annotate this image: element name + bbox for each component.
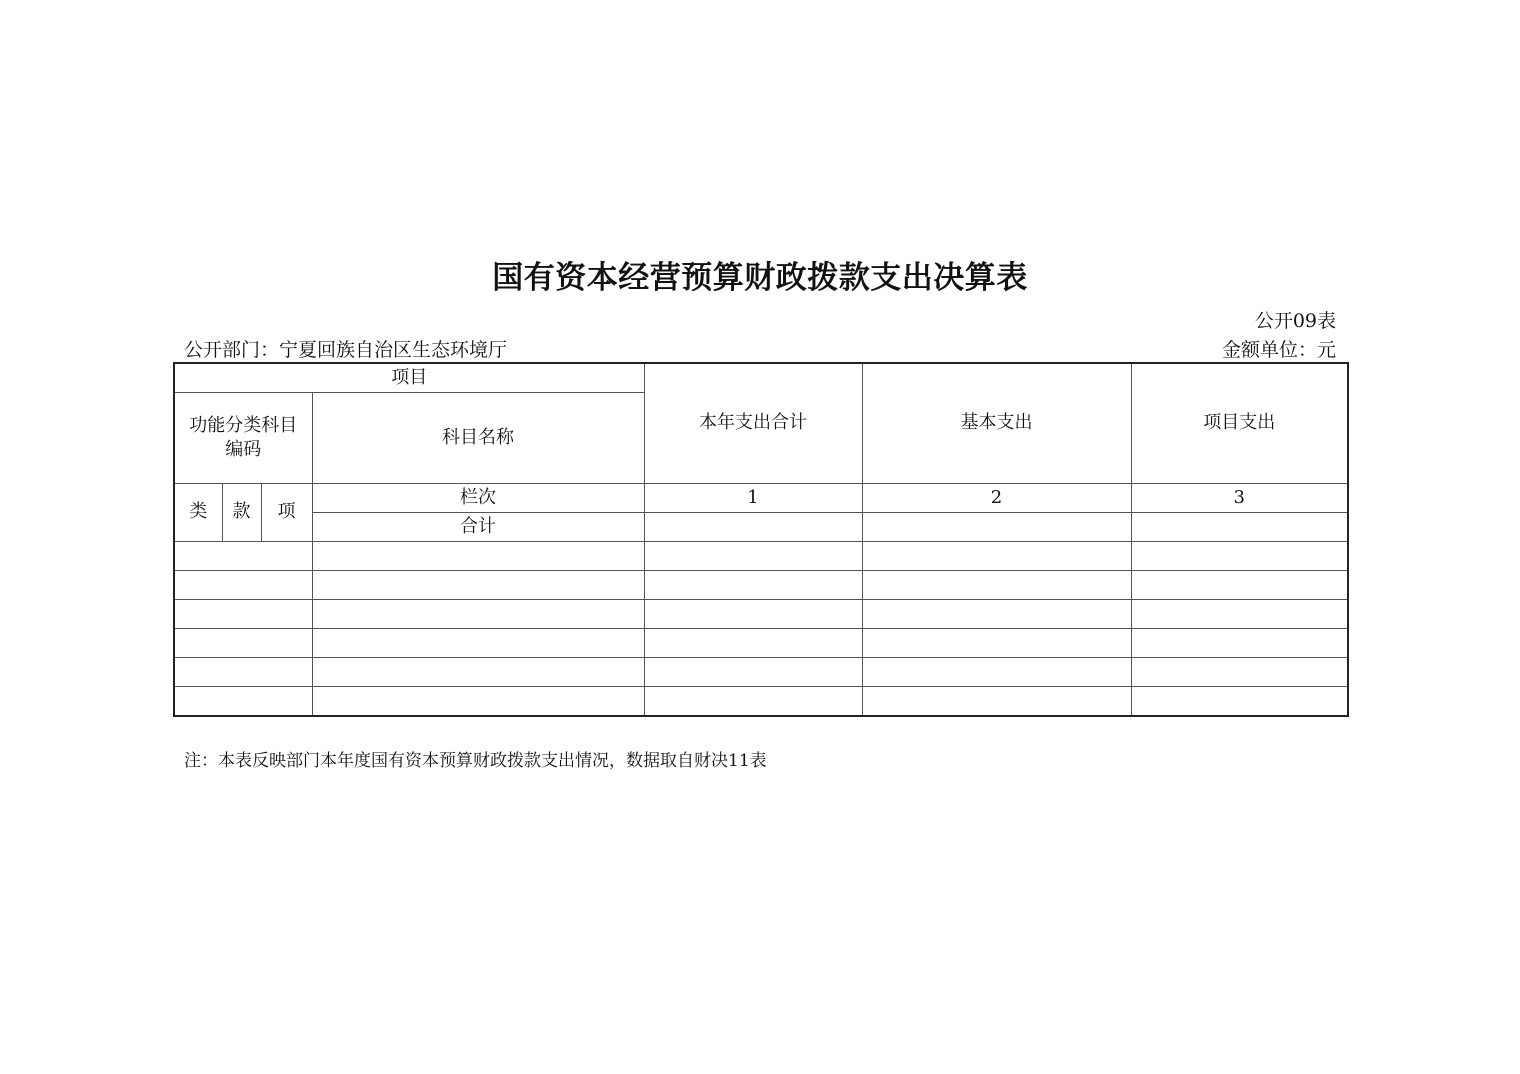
subject-cell xyxy=(312,542,644,571)
total-cell xyxy=(644,600,862,629)
table-row xyxy=(174,629,1348,658)
subject-cell xyxy=(312,658,644,687)
function-code-header-text: 功能分类科目编码 xyxy=(189,414,298,460)
subject-name-header: 科目名称 xyxy=(312,393,644,484)
project-cell xyxy=(1131,542,1348,571)
department-line xyxy=(184,335,507,362)
basic-cell xyxy=(862,687,1131,717)
code-cell xyxy=(174,600,312,629)
basic-cell xyxy=(862,542,1131,571)
project-expense-cell xyxy=(1131,513,1348,542)
unit-label: 金额单位： xyxy=(1221,339,1317,361)
total-cell xyxy=(644,571,862,600)
column-order-label: 栏次 xyxy=(312,484,644,513)
code-cell xyxy=(174,687,312,717)
total-label: 合计 xyxy=(312,513,644,542)
amount-unit-line xyxy=(1222,335,1336,362)
code-cell xyxy=(174,658,312,687)
item-label: 项 xyxy=(261,484,312,542)
code-cell xyxy=(174,571,312,600)
subject-cell xyxy=(312,600,644,629)
total-cell xyxy=(644,687,862,717)
project-cell xyxy=(1131,600,1348,629)
table-row xyxy=(174,600,1348,629)
column-number-2: 2 xyxy=(862,484,1131,513)
class-label: 类 xyxy=(174,484,222,542)
subject-cell xyxy=(312,571,644,600)
section-label: 款 xyxy=(222,484,261,542)
column-number-3: 3 xyxy=(1131,484,1348,513)
project-header: 项目 xyxy=(174,363,644,393)
total-cell xyxy=(644,658,862,687)
basic-cell xyxy=(862,629,1131,658)
department-label: 公开部门： xyxy=(184,339,280,361)
subject-cell xyxy=(312,687,644,717)
project-expense-header: 项目支出 xyxy=(1131,363,1348,484)
column-number-1: 1 xyxy=(644,484,862,513)
subject-cell xyxy=(312,629,644,658)
project-cell xyxy=(1131,687,1348,717)
budget-table xyxy=(173,362,1349,717)
total-expense-header: 本年支出合计 xyxy=(644,363,862,484)
basic-expense-header: 基本支出 xyxy=(862,363,1131,484)
basic-cell xyxy=(862,571,1131,600)
code-cell xyxy=(174,629,312,658)
table-row xyxy=(174,658,1348,687)
total-expense-cell xyxy=(644,513,862,542)
project-cell xyxy=(1131,571,1348,600)
function-code-header xyxy=(174,393,312,484)
table-row xyxy=(174,571,1348,600)
project-cell xyxy=(1131,658,1348,687)
table-row xyxy=(174,687,1348,717)
department-name: 宁夏回族自治区生态环境厅 xyxy=(279,339,508,361)
basic-expense-cell xyxy=(862,513,1131,542)
unit-value: 元 xyxy=(1316,339,1336,361)
total-cell xyxy=(644,629,862,658)
code-cell xyxy=(174,542,312,571)
project-cell xyxy=(1131,629,1348,658)
page-title: 国有资本经营预算财政拨款支出决算表 xyxy=(492,260,1028,296)
form-number: 公开09表 xyxy=(1254,310,1336,332)
total-cell xyxy=(644,542,862,571)
basic-cell xyxy=(862,658,1131,687)
basic-cell xyxy=(862,600,1131,629)
table-row xyxy=(174,542,1348,571)
footnote: 注：本表反映部门本年度国有资本预算财政拨款支出情况，数据取自财决11表 xyxy=(184,751,767,771)
